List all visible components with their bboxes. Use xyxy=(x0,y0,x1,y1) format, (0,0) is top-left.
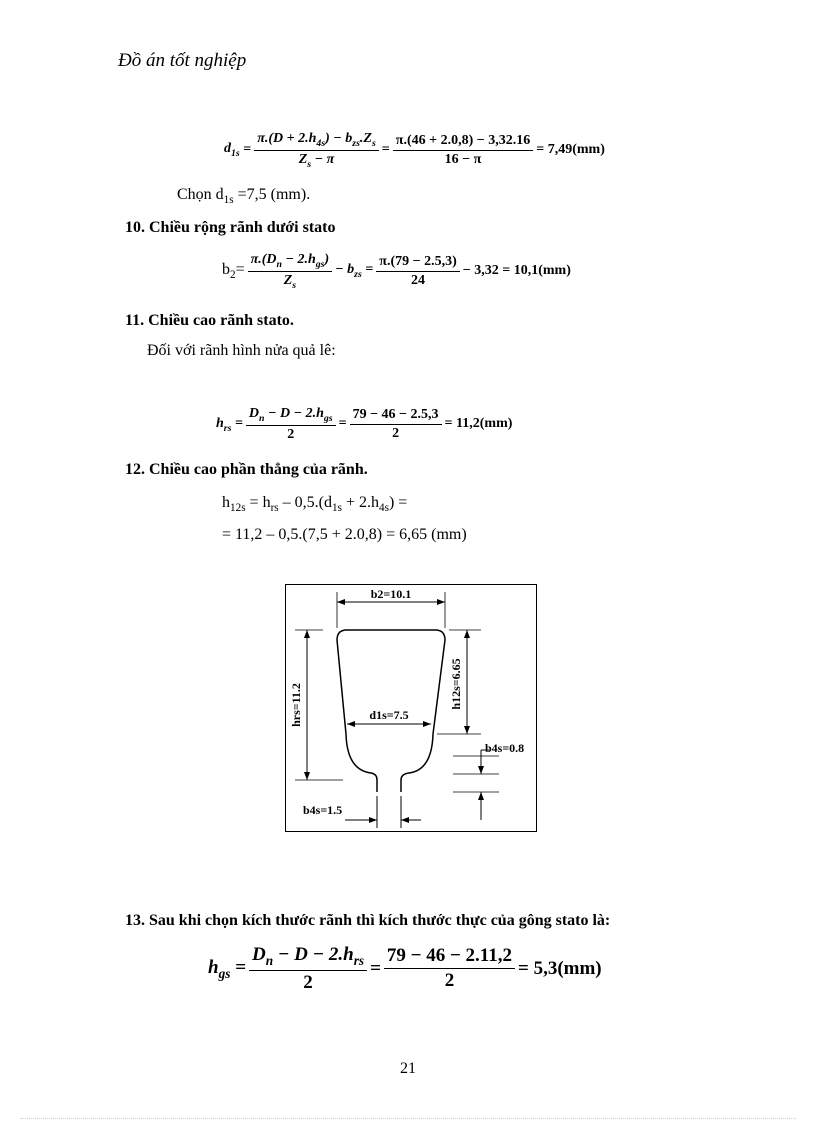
eq11-fraction-numeric: $\frac{79 - 46 - 2.5,3}{2}$ xyxy=(350,407,442,442)
section-13-heading: 13. Sau khi chọn kích thước rãnh thì kích thước thực của gông stato là: xyxy=(125,912,611,929)
equation-d1s: $d_{1s}$ = $\frac{\pi.(D + 2.h_{4s}) - b_{zs}.Z_s}{Z_s - \pi}$ = $\frac{\pi.(46 + 2.0,8) - 3,32.16}{16 - \pi}$ = 7,49(mm) xyxy=(224,131,605,170)
eq11-lhs: $h_{rs}$ = xyxy=(216,415,243,434)
eq10-lhs: $b_2=$ xyxy=(222,261,245,282)
equation-hrs: $h_{rs}$ = $\frac{D_n - D - 2.h_{gs}}{2}$ = $\frac{79 - 46 - 2.5,3}{2}$ = 11,2(mm) xyxy=(216,406,513,442)
page-header: Đồ án tốt nghiệp xyxy=(118,50,247,71)
section-11-heading: 11. Chiều cao rãnh stato. xyxy=(125,312,294,329)
d1s-label: d1s=7.5 xyxy=(369,708,409,722)
section-12-heading: 12. Chiều cao phần thẳng của rãnh. xyxy=(125,461,368,478)
eq13-result: = 5,3(mm) xyxy=(518,957,602,979)
b2-label: b2=10.1 xyxy=(370,587,412,601)
section-10-heading: 10. Chiều rộng rãnh dưới stato xyxy=(125,219,336,236)
equation-hgs: $h_{gs}$ = $\frac{D_n - D - 2.h_{rs}}{2}$ = $\frac{79 - 46 - 2.11,2}{2}$ = 5,3(mm) xyxy=(208,944,602,993)
eq1-fraction-numeric: $\frac{\pi.(46 + 2.0,8) - 3,32.16}{16 - \pi}$ xyxy=(393,133,533,168)
section-11-text: Đối với rãnh hình nửa quả lê: xyxy=(147,342,336,359)
eq13-lhs: $h_{gs}$ = xyxy=(208,956,246,981)
eq11-fraction-symbolic: $\frac{D_n - D - 2.h_{gs}}{2}$ xyxy=(246,406,336,443)
choose-d1s-line: Chọn $d_{1s} =7,5$ (mm). xyxy=(177,186,311,207)
eq10-minus-bzs: − $b_{zs}$ = xyxy=(335,262,374,281)
eq10-result: − 3,32 = 10,1(mm) xyxy=(462,263,571,279)
eq10-fraction-symbolic: $\frac{\pi.(D_n - 2.h_{gs})}{Z_s}$ xyxy=(248,252,333,291)
page-bottom-divider xyxy=(20,1118,796,1119)
eq13-fraction-symbolic: $\frac{D_n - D - 2.h_{rs}}{2}$ xyxy=(249,944,367,994)
section-12-line-2: = 11,2 – 0,5.(7,5 + 2.0,8) = 6,65 (mm) xyxy=(222,526,467,543)
h12s-label: h12s=6.65 xyxy=(449,658,463,710)
eq10-fraction-numeric: $\frac{\pi.(79 - 2.5,3)}{24}$ xyxy=(376,254,459,289)
page-number: 21 xyxy=(400,1060,416,1077)
hrs-label: hrs=11.2 xyxy=(289,683,303,727)
eq11-result: = 11,2(mm) xyxy=(444,416,513,432)
eq1-fraction-symbolic: $\frac{\pi.(D + 2.h_{4s}) - b_{zs}.Z_s}{Z_s - \pi}$ xyxy=(254,131,379,170)
equation-b2 xyxy=(222,252,571,291)
b4s-width-label: b4s=1.5 xyxy=(303,803,343,817)
eq1-lhs: $d_{1s}$ xyxy=(224,141,240,160)
eq13-fraction-numeric: $\frac{79 - 46 - 2.11,2}{2}$ xyxy=(384,945,515,992)
stator-slot-diagram xyxy=(285,584,537,832)
section-12-line-1: $h_{12s} = h_{rs} - 0,5.(d_{1s} + 2.h_{4s})$ = xyxy=(222,494,408,515)
b4s-height-label: b4s=0.8 xyxy=(485,741,525,755)
eq1-result: = 7,49(mm) xyxy=(536,142,605,158)
stator-slot-figure xyxy=(285,584,537,832)
